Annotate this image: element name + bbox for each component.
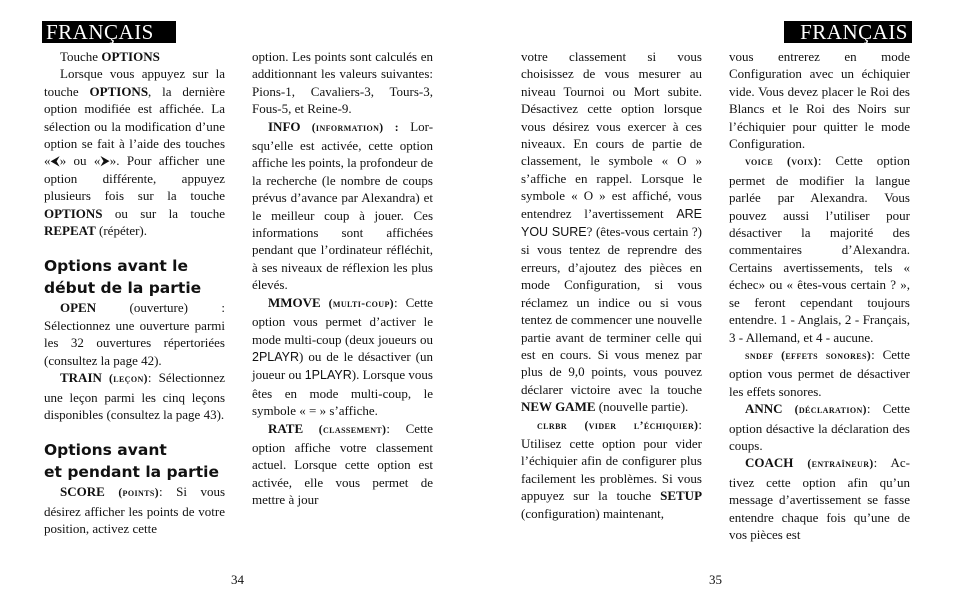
- column-4: [729, 48, 910, 543]
- info-option: INFO (information) : Lor-squ’elle est activée, cette option affiche les points, la profondeur de la recherche (le nombre de coups prévus d’avance par Alexandra) et le meilleur coup à jouer. Ces informations sont affichées pendant que l’ordinateur réfléchit, à ses niveaux de réflexion les plus élevés.: [252, 118, 434, 293]
- annc-option: ANNC (déclaration): Cette option désactive la déclaration des coups.: [729, 401, 911, 453]
- section-heading-before-game: Options avant le début de la partie: [44, 257, 202, 298]
- score-continued: option. Les points sont calculés en additionnant les valeurs suivantes: Pions-1, Cavaliers-3, Tours-3, Fous-5, et Reine-9.: [252, 49, 433, 117]
- rate-continued: votre classement si vous choisissez de vous mesurer au niveau Tournoi ou Mort subite. Désactivez cette option lorsque vous désirez vous exercer à ces niveaux. En cours de partie de classement, le symbole « O » s’affiche en rappel. Lorsque le symbole « O » est affiché, vous entendrez l’avertissement ARE YOU SURE? (êtes-vous certain ?) si vous tentez de reprendre des erreurs, d’ajoutez des pièces en mode Configuration, si vous réclamez un indice ou si vous tentez de commencer une nouvelle partie avant de terminer celle qui est en cours. Si vous menez par plus de 9,0 points, vous pouvez déclarer victoire avec la touche NEW GAME (nouvelle partie).: [521, 49, 703, 415]
- clrbr-option: clrbr (vider l’échiquier): Utilisez cette option pour vider l’échiquier afin de configurer plus facilement les problèmes. Si vous appuyez sur la touche SETUP (configuration) maintenant,: [521, 416, 703, 521]
- clrbr-continued: vous entrerez en mode Configuration avec un échiquier vide. Vous devez placer le Roi des Blancs et le Roi des Noirs sur l’échiquier pour quitter le mode Configuration.: [729, 49, 910, 152]
- column-3: [521, 48, 702, 522]
- column-1: [44, 48, 225, 538]
- sndef-option: sndef (effets sonores): Cette option vous permet de désactiver les effets sonores.: [729, 346, 911, 399]
- page-number-right: 35: [709, 572, 722, 587]
- page-header-left: FRANÇAIS: [42, 21, 176, 43]
- score-option: SCORE (points): Si vous désirez afficher les points de votre position, activez cette: [44, 484, 226, 537]
- voice-option: voice (voix): Cette option permet de modifier la langue parlée par Alexandra. Vous pouvez aussi l’utiliser pour désactiver la majorité des commentaires d’Alexandra. Certains avertissements, tels « échec» ou « êtes-vous certain ? », se feront cependant toujours entendre. 1 - Anglais, 2 - Français, 3 - Allemand, et 4 - aucune.: [729, 153, 910, 345]
- options-key-heading: Touche OPTIONS: [60, 49, 160, 64]
- rate-option: RATE (classement): Cette option affiche votre classement actuel. Lorsque cette option est activée, elle vous permet de mettre à jour: [252, 420, 434, 508]
- coach-option: COACH (entraîneur): Ac-tivez cette option afin qu’un message d’avertissement se fasse entendre chaque fois qu’une de vos pièces est: [729, 455, 910, 542]
- open-option: OPEN (ouverture) : Sélectionnez une ouverture parmi les 32 ouvertures répertoriées (consultez la page 42).: [44, 300, 225, 368]
- page-header-right: FRANÇAIS: [784, 21, 912, 43]
- column-2: [252, 48, 433, 509]
- train-option: TRAIN (leçon): Sélectionnez une leçon parmi les cinq leçons disponibles (consultez la page 43).: [44, 370, 226, 422]
- page-number-left: 34: [231, 572, 244, 587]
- mmove-option: MMOVE (multi-coup): Cette option vous permet d’activer le mode multi-coup (deux joueurs ou 2PLAYR) ou de le désactiver (un joueur ou 1PLAYR). Lorsque vous êtes en mode multi-coup, le symbole « = » s’affiche.: [252, 294, 434, 419]
- options-key-paragraph: Lorsque vous appuyez sur la touche OPTIONS, la dernière option modifiée est affichée. La sélection ou la modification d’une option se fait à l’aide des touches «⮜» ou «⮞». Pour afficher une option différente, appuyez plusieurs fois sur la touche OPTIONS ou sur la touche REPEAT (répéter).: [44, 66, 225, 239]
- section-heading-during-game: Options avant et pendant la partie: [44, 441, 219, 482]
